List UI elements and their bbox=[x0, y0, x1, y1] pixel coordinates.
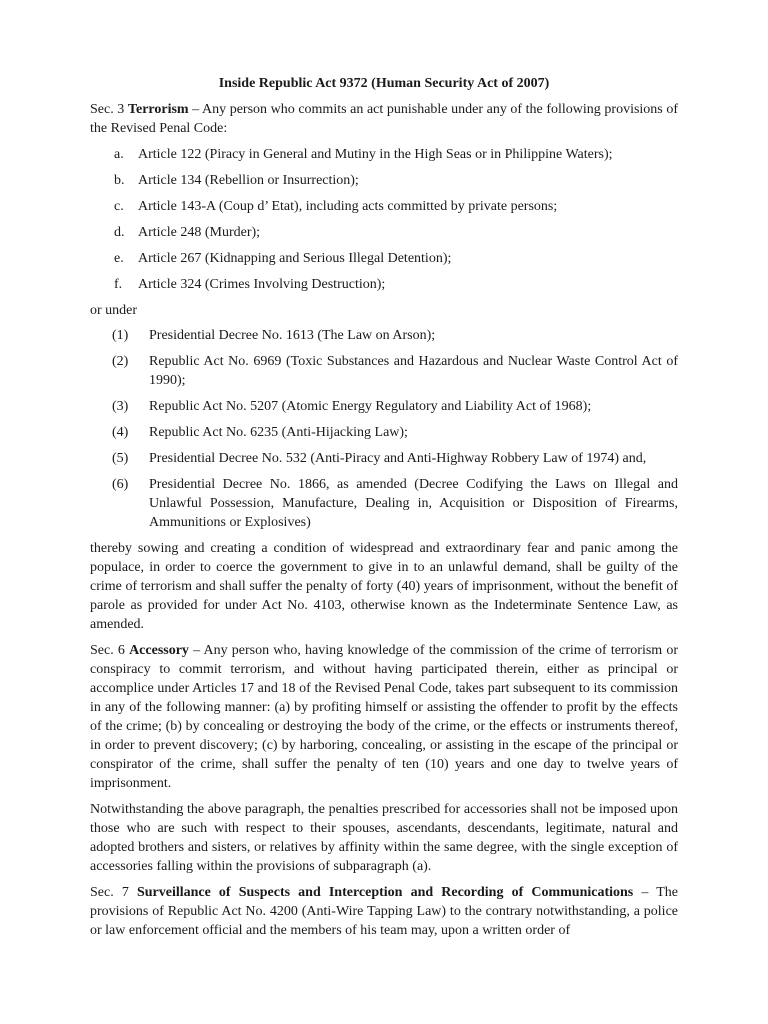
list-item bbox=[90, 352, 678, 390]
list-item-text: Republic Act No. 6235 (Anti-Hijacking Law); bbox=[149, 425, 408, 440]
list-item-text: Presidential Decree No. 1866, as amended (Decree Codifying the Laws on Illegal and Unlawful Possession, Manufacture, Dealing in, Acquisition or Disposition of Firearms, Ammunitions or Explosives) bbox=[149, 477, 678, 530]
list-marker: c. bbox=[114, 199, 124, 214]
list-item bbox=[90, 449, 678, 468]
list-item bbox=[90, 145, 678, 164]
list-item bbox=[90, 197, 678, 216]
section-7-heading: Surveillance of Suspects and Interception and Recording of Communications bbox=[136, 885, 634, 900]
list-marker: d. bbox=[114, 225, 125, 240]
list-item-text: Article 134 (Rebellion or Insurrection); bbox=[138, 173, 359, 188]
section-6-text: – Any person who, having knowledge of the commission of the crime of terrorism or conspiracy to commit terrorism, and without having participated therein, either as principal or accomplice under Articles 17 and 18 of the Revised Penal Code, takes part subsequent to its commission in any of the following manner: (a) by profiting himself or assisting the offender to profit by the effects of the crime; (b) by concealing or destroying the body of the crime, or the effects or instruments thereof, in order to prevent discovery; (c) by harboring, concealing, or assisting in the escape of the principal or conspirator of the crime, shall suffer the penalty of ten (10) years and one day to twelve years of imprisonment. bbox=[90, 643, 679, 791]
list-marker: e. bbox=[114, 251, 124, 266]
section-3-heading: Terrorism bbox=[127, 102, 189, 117]
list-item bbox=[90, 223, 678, 242]
list-marker: (5) bbox=[112, 451, 129, 466]
document-title: Inside Republic Act 9372 (Human Security Act of 2007) bbox=[218, 76, 550, 91]
list-item-text: Article 248 (Murder); bbox=[138, 225, 261, 240]
section-6-heading: Accessory bbox=[129, 643, 189, 658]
section-7-prefix: Sec. 7 bbox=[90, 885, 137, 900]
section-6-paragraph bbox=[90, 641, 678, 793]
list-item-text: Presidential Decree No. 532 (Anti-Piracy and Anti-Highway Robbery Law of 1974) and, bbox=[149, 451, 647, 466]
section-7-text: – The provisions of Republic Act No. 4200 (Anti-Wire Tapping Law) to the contrary notwithstanding, a police or law enforcement official and the members of his team may, upon a written order of bbox=[90, 885, 678, 938]
section-3-text: – Any person who commits an act punishable under any of the following provisions of the Revised Penal Code: bbox=[90, 102, 679, 136]
list-item bbox=[90, 249, 678, 268]
list-item bbox=[90, 171, 678, 190]
list-marker: (6) bbox=[112, 477, 129, 492]
section-3-prefix: Sec. 3 bbox=[90, 102, 128, 117]
list-item-text: Article 324 (Crimes Involving Destruction); bbox=[138, 277, 386, 292]
list-item bbox=[90, 275, 678, 294]
list-marker: (2) bbox=[112, 354, 129, 369]
list-item bbox=[90, 326, 678, 345]
section-6-note: Notwithstanding the above paragraph, the penalties prescribed for accessories shall not be imposed upon those who are such with respect to their spouses, ascendants, descendants, legitimate, natural and adopted brothers and sisters, or relatives by affinity within the same degree, with the single exception of accessories falling within the provisions of subparagraph (a). bbox=[90, 802, 678, 874]
special-laws-list bbox=[90, 326, 678, 532]
revised-penal-code-list bbox=[90, 145, 678, 294]
list-item-text: Presidential Decree No. 1613 (The Law on Arson); bbox=[149, 328, 436, 343]
list-item-text: Article 122 (Piracy in General and Mutiny in the High Seas or in Philippine Waters); bbox=[138, 147, 613, 162]
list-item-text: Article 143-A (Coup d’ Etat), including acts committed by private persons; bbox=[138, 199, 558, 214]
section-3-conclusion: thereby sowing and creating a condition of widespread and extraordinary fear and panic among the populace, in order to coerce the government to give in to an unlawful demand, shall be guilty of the crime of terrorism and shall suffer the penalty of forty (40) years of imprisonment, without the benefit of parole as provided for under Act No. 4103, otherwise known as the Indeterminate Sentence Law, as amended. bbox=[90, 541, 678, 632]
list-marker: (4) bbox=[112, 425, 129, 440]
section-3-intro bbox=[90, 100, 678, 138]
list-marker: a. bbox=[114, 147, 124, 162]
section-7-paragraph bbox=[90, 883, 678, 940]
section-6-prefix: Sec. 6 bbox=[90, 643, 130, 658]
list-marker: (3) bbox=[112, 399, 129, 414]
list-item-text: Republic Act No. 6969 (Toxic Substances and Hazardous and Nuclear Waste Control Act of 1990); bbox=[149, 354, 678, 388]
list-marker: f. bbox=[114, 277, 123, 292]
list-marker: (1) bbox=[112, 328, 129, 343]
list-item-text: Republic Act No. 5207 (Atomic Energy Regulatory and Liability Act of 1968); bbox=[149, 399, 592, 414]
list-item bbox=[90, 397, 678, 416]
list-item-text: Article 267 (Kidnapping and Serious Illegal Detention); bbox=[138, 251, 452, 266]
list-marker: b. bbox=[114, 173, 125, 188]
or-under-text: or under bbox=[90, 303, 138, 318]
list-item bbox=[90, 423, 678, 442]
list-item bbox=[90, 475, 678, 532]
